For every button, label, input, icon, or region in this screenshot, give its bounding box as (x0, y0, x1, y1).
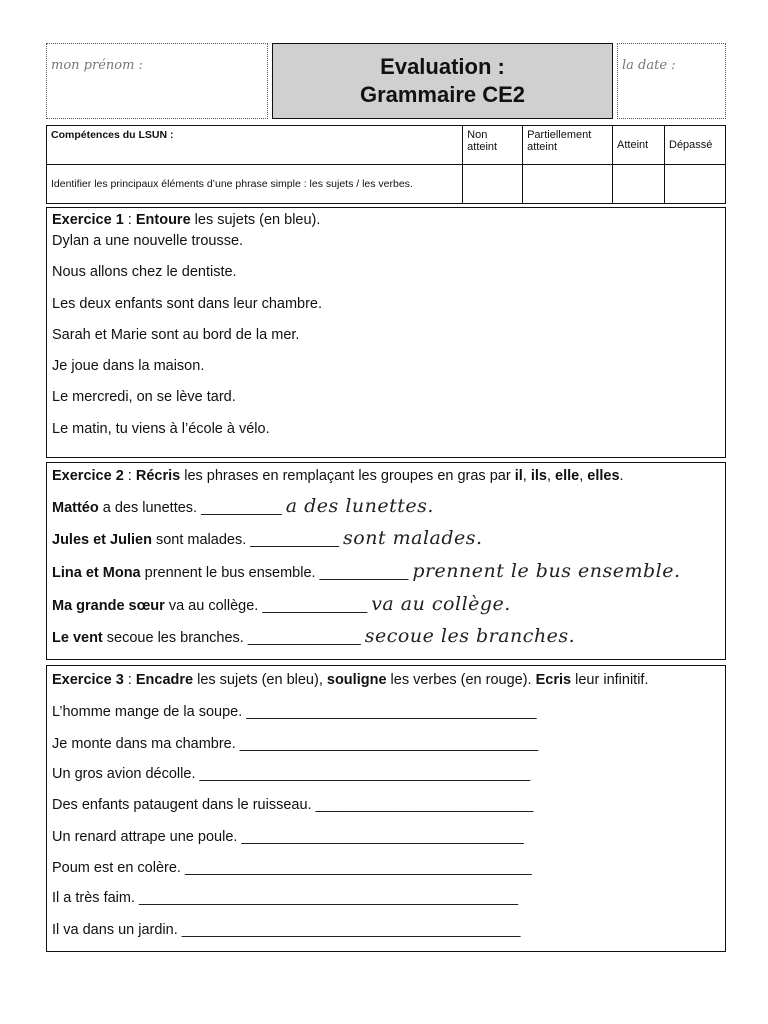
instruction-verb: Récris (135, 468, 181, 484)
ex3-sentence[interactable]: Je monte dans ma chambre. _____________________________________ (52, 736, 539, 752)
bold-subject: Ma grande sœur (52, 598, 165, 614)
bold-subject: Mattéo (52, 500, 99, 516)
ex1-sentence[interactable]: Sarah et Marie sont au bord de la mer. (52, 327, 300, 343)
separator: : (123, 212, 136, 228)
comma: , (579, 468, 588, 484)
sentence-rest: a des lunettes. __________ (98, 500, 282, 516)
ex2-item (52, 527, 483, 549)
exercise-2-label: Exercice 2 (52, 468, 124, 484)
col-depasse: Dépassé (665, 126, 726, 165)
date-label: la date : (622, 58, 676, 73)
col-partiellement-atteint: Partiellement atteint (523, 126, 613, 165)
exercise-3 (46, 665, 726, 952)
sentence-rest: prennent le bus ensemble. ___________ (140, 565, 409, 581)
first-name-label: mon prénom : (51, 58, 143, 73)
check-atteint[interactable] (613, 165, 665, 204)
sentence-rest: secoue les branches. ______________ (102, 630, 361, 646)
competences-row (47, 165, 726, 204)
ex2-item (52, 560, 681, 582)
ex2-item (52, 625, 575, 647)
bold-subject: Jules et Julien (52, 532, 152, 548)
check-depasse[interactable] (665, 165, 726, 204)
pronoun: il (514, 468, 523, 484)
ex3-sentence[interactable]: Un renard attrape une poule. ___________________________________ (52, 829, 524, 845)
sentence-rest: va au collège. _____________ (164, 598, 368, 614)
comma: , (522, 468, 531, 484)
competence-description: Identifier les principaux éléments d’une phrase simple : les sujets / les verbes. (47, 165, 463, 204)
instruction-text: les phrases en remplaçant les groupes en gras par (180, 468, 515, 484)
bold-subject: Lina et Mona (52, 565, 141, 581)
col-non-atteint: Non atteint (463, 126, 523, 165)
date-field[interactable] (617, 43, 726, 119)
bold-subject: Le vent (52, 630, 103, 646)
exercise-2 (46, 462, 726, 660)
exercise-1-instruction (52, 212, 320, 228)
title-line-2: Grammaire CE2 (359, 82, 526, 107)
sentence-rest: sont malades. ___________ (151, 532, 339, 548)
separator: : (123, 468, 136, 484)
exercise-2-instruction (52, 468, 624, 484)
pronoun: elles (587, 468, 620, 484)
competences-label: Compétences du LSUN : (47, 126, 463, 165)
ex3-sentence[interactable]: L’homme mange de la soupe. ____________________________________ (52, 704, 537, 720)
handwritten-answer[interactable]: a des lunettes. (285, 495, 434, 517)
check-partiellement-atteint[interactable] (523, 165, 613, 204)
ex3-sentence[interactable]: Il va dans un jardin. __________________________________________ (52, 922, 521, 938)
exercise-1 (46, 207, 726, 458)
instruction-verb: Encadre (135, 672, 194, 688)
instruction-text: les verbes (en rouge). (386, 672, 536, 688)
handwritten-answer[interactable]: va au collège. (371, 593, 511, 615)
exercise-3-label: Exercice 3 (52, 672, 124, 688)
first-name-field[interactable] (46, 43, 268, 119)
instruction-text: les sujets (en bleu). (190, 212, 321, 228)
page-title (272, 43, 613, 119)
instruction-verb: souligne (326, 672, 387, 688)
ex1-sentence[interactable]: Le mercredi, on se lève tard. (52, 389, 236, 405)
ex3-sentence[interactable]: Poum est en colère. ___________________________________________ (52, 860, 532, 876)
pronoun: ils (530, 468, 547, 484)
ex1-sentence[interactable]: Dylan a une nouvelle trousse. (52, 233, 244, 249)
comma: , (546, 468, 556, 484)
col-atteint: Atteint (613, 126, 665, 165)
competences-table (46, 125, 726, 204)
instruction-verb: Entoure (135, 212, 191, 228)
ex1-sentence[interactable]: Nous allons chez le dentiste. (52, 264, 237, 280)
ex3-sentence[interactable]: Des enfants pataugent dans le ruisseau. ___________________________ (52, 797, 534, 813)
ex1-sentence[interactable]: Je joue dans la maison. (52, 358, 205, 374)
ex2-item (52, 593, 511, 615)
ex1-sentence[interactable]: Les deux enfants sont dans leur chambre. (52, 296, 323, 312)
ex3-sentence[interactable]: Il a très faim. _______________________________________________ (52, 890, 519, 906)
pronoun: elle (555, 468, 580, 484)
ex1-sentence[interactable]: Le matin, tu viens à l’école à vélo. (52, 421, 270, 437)
competences-header-row (47, 126, 726, 165)
period: . (619, 468, 624, 484)
exercise-1-label: Exercice 1 (52, 212, 124, 228)
handwritten-answer[interactable]: prennent le bus ensemble. (412, 560, 681, 582)
instruction-text: les sujets (en bleu), (193, 672, 327, 688)
instruction-text: leur infinitif. (571, 672, 649, 688)
separator: : (123, 672, 136, 688)
ex3-sentence[interactable]: Un gros avion décolle. _________________________________________ (52, 766, 531, 782)
handwritten-answer[interactable]: sont malades. (343, 527, 483, 549)
handwritten-answer[interactable]: secoue les branches. (364, 625, 576, 647)
instruction-verb: Ecris (535, 672, 572, 688)
check-non-atteint[interactable] (463, 165, 523, 204)
title-line-1: Evaluation : (380, 54, 505, 79)
exercise-3-instruction (52, 672, 648, 688)
ex2-item (52, 495, 434, 517)
